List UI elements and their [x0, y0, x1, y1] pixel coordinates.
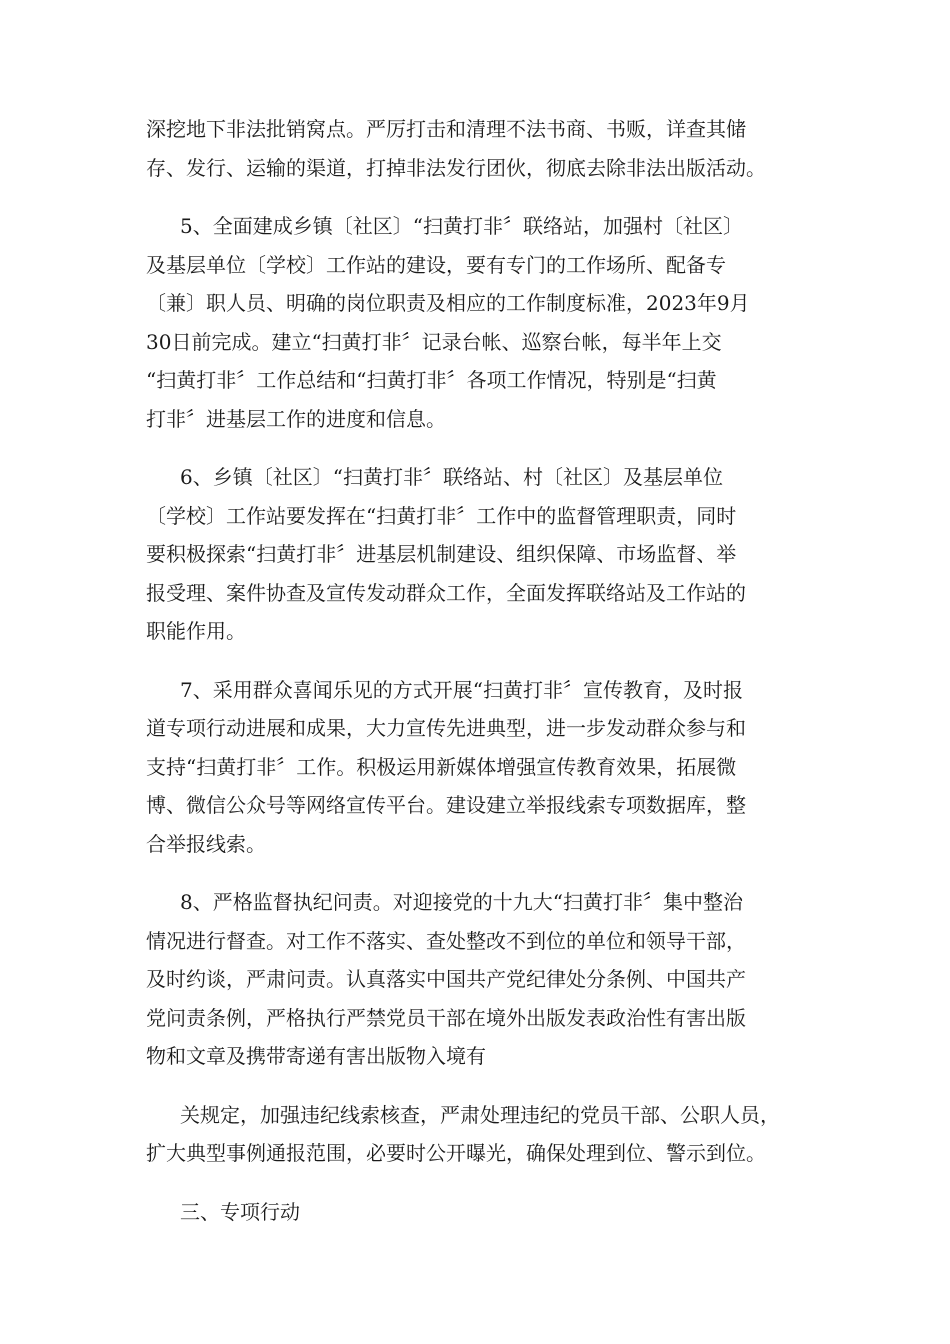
text-line: 博、微信公众号等网络宣传平台。建设建立举报线索专项数据库，整	[146, 793, 746, 817]
paragraph-continuation	[146, 1096, 806, 1173]
text-line: 道专项行动进展和成果，大力宣传先进典型，进一步发动群众参与和	[146, 716, 746, 740]
text-line: 及时约谈，严肃问责。认真落实中国共产党纪律处分条例、中国共产	[146, 967, 746, 991]
text-line: 要积极探索“扫黄打非〞进基层机制建设、组织保障、市场监督、举	[146, 542, 737, 566]
text-line: 〔兼〕职人员、明确的岗位职责及相应的工作制度标准，2023年9月	[146, 291, 750, 315]
text-line: 7、采用群众喜闻乐见的方式开展“扫黄打非〞宣传教育，及时报	[180, 677, 743, 702]
text-line: 物和文章及携带寄递有害出版物入境有	[146, 1044, 486, 1068]
section-heading	[146, 1193, 806, 1232]
text-line: 〔学校〕工作站要发挥在“扫黄打非〞工作中的监督管理职责，同时	[146, 503, 737, 528]
text-line: 情况进行督查。对工作不落实、查处整改不到位的单位和领导干部，	[146, 928, 746, 953]
text-line: 6、乡镇〔社区〕“扫黄打非〞联络站、村〔社区〕及基层单位	[180, 465, 723, 489]
text-line: 职能作用。	[146, 619, 246, 643]
text-line: 打非〞进基层工作的进度和信息。	[146, 406, 446, 431]
text-line: 5、全面建成乡镇〔社区〕“扫黄打非〞联络站，加强村〔社区〕	[180, 214, 743, 238]
paragraph-item-8	[146, 883, 806, 1076]
text-line: 关规定，加强违纪线索核查，严肃处理违纪的党员干部、公职人员，	[180, 1102, 780, 1127]
text-line: 深挖地下非法批销窝点。严厉打击和清理不法书商、书贩，详查其储	[146, 117, 746, 141]
text-line: 扩大典型事例通报范围，必要时公开曝光，确保处理到位、警示到位。	[146, 1141, 766, 1165]
text-line: “扫黄打非〞工作总结和“扫黄打非〞各项工作情况，特别是“扫黄	[146, 368, 717, 392]
text-line: 及基层单位〔学校〕工作站的建设，要有专门的工作场所、配备专	[146, 252, 726, 277]
paragraph-1	[146, 110, 806, 187]
text-line: 存、发行、运输的渠道，打掉非法发行团伙，彻底去除非法出版活动。	[146, 155, 766, 180]
paragraph-item-6	[146, 458, 806, 651]
text-line: 30日前完成。建立“扫黄打非〞记录台帐、巡察台帐，每半年上交	[146, 329, 722, 354]
document-body	[146, 110, 806, 1251]
paragraph-item-5	[146, 207, 806, 438]
text-line: 党问责条例，严格执行严禁党员干部在境外出版发表政治性有害出版	[146, 1005, 746, 1030]
text-line: 报受理、案件协查及宣传发动群众工作，全面发挥联络站及工作站的	[146, 580, 746, 605]
heading-text: 三、专项行动	[180, 1199, 300, 1224]
text-line: 8、严格监督执纪问责。对迎接党的十九大“扫黄打非〞集中整治	[180, 890, 743, 914]
text-line: 支持“扫黄打非〞工作。积极运用新媒体增强宣传教育效果，拓展微	[146, 754, 737, 779]
paragraph-item-7	[146, 671, 806, 864]
text-line: 合举报线索。	[146, 831, 266, 856]
